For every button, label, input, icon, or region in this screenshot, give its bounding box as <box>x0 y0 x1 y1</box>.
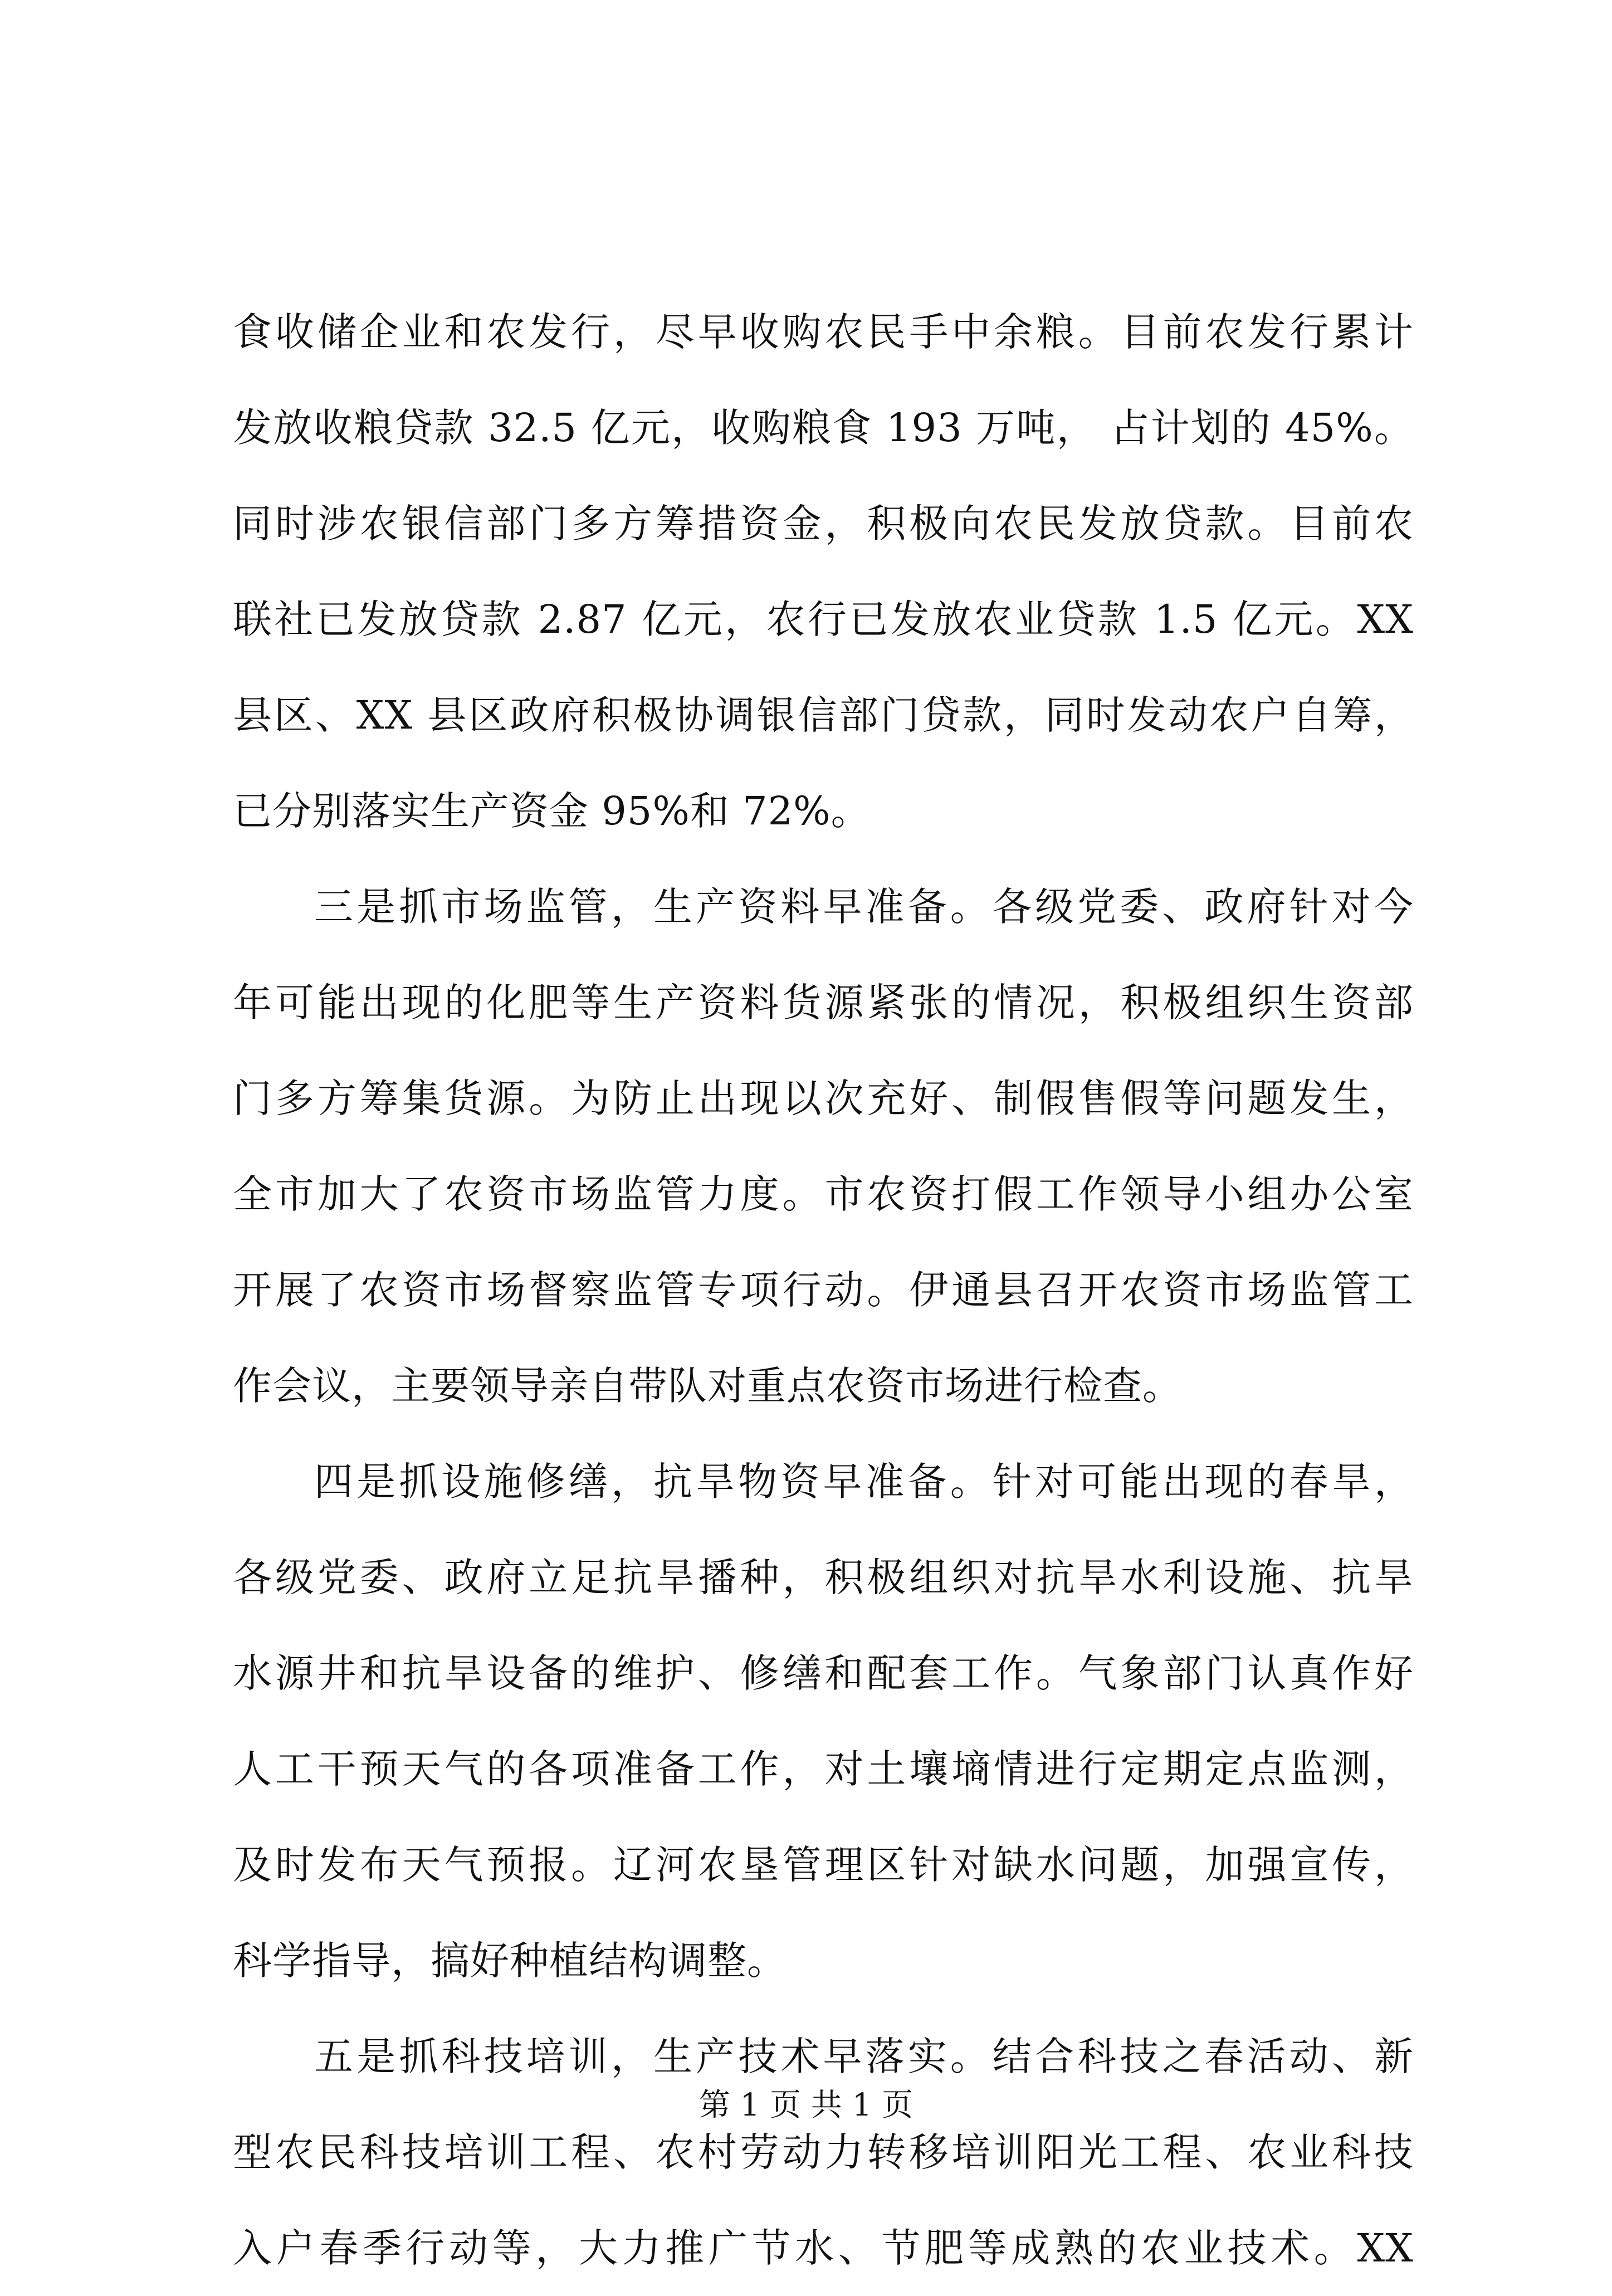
text-line: 发放收粮贷款 32.5 亿元，收购粮食 193 万吨， 占计划的 45%。 <box>233 405 1414 451</box>
text-line: 已分别落实生产资金 95%和 72%。 <box>233 788 871 834</box>
text-line: 型农民科技培训工程、农村劳动力转移培训阳光工程、农业科技 <box>233 2129 1414 2175</box>
paragraph-first-line: 五是抓科技培训，生产技术早落实。结合科技之春活动、新 <box>314 2034 1414 2079</box>
document-body <box>233 284 1414 2296</box>
text-line: 年可能出现的化肥等生产资料货源紧张的情况，积极组织生资部 <box>233 980 1414 1025</box>
paragraph-first-line: 四是抓设施修缮，抗旱物资早准备。针对可能出现的春旱， <box>314 1459 1414 1504</box>
text-line: 及时发布天气预报。辽河农垦管理区针对缺水问题，加强宣传， <box>233 1842 1414 1888</box>
text-line: 人工干预天气的各项准备工作，对土壤墒情进行定期定点监测， <box>233 1746 1414 1792</box>
text-line: 科学指导，搞好种植结构调整。 <box>233 1938 787 1984</box>
text-line: 县区、XX 县区政府积极协调银信部门贷款，同时发动农户自筹， <box>233 692 1414 738</box>
text-line: 开展了农资市场督察监管专项行动。伊通县召开农资市场监管工 <box>233 1267 1414 1313</box>
text-line: 联社已发放贷款 2.87 亿元，农行已发放农业贷款 1.5 亿元。XX <box>233 597 1414 642</box>
text-line: 水源井和抗旱设备的维护、修缮和配套工作。气象部门认真作好 <box>233 1650 1414 1696</box>
text-line: 门多方筹集货源。为防止出现以次充好、制假售假等问题发生， <box>233 1076 1414 1121</box>
page-number-footer: 第 1 页 共 1 页 <box>698 2087 914 2123</box>
text-line: 同时涉农银信部门多方筹措资金，积极向农民发放贷款。目前农 <box>233 501 1414 546</box>
text-line: 食收储企业和农发行，尽早收购农民手中余粮。目前农发行累计 <box>233 309 1414 355</box>
text-line: 全市加大了农资市场监管力度。市农资打假工作领导小组办公室 <box>233 1171 1414 1217</box>
text-line: 各级党委、政府立足抗旱播种，积极组织对抗旱水利设施、抗旱 <box>233 1555 1414 1600</box>
text-line: 作会议，主要领导亲自带队对重点农资市场进行检查。 <box>233 1363 1182 1409</box>
text-line: 入户春季行动等，大力推广节水、节肥等成熟的农业技术。XX <box>233 2225 1414 2271</box>
paragraph-first-line: 三是抓市场监管，生产资料早准备。各级党委、政府针对今 <box>314 884 1414 930</box>
